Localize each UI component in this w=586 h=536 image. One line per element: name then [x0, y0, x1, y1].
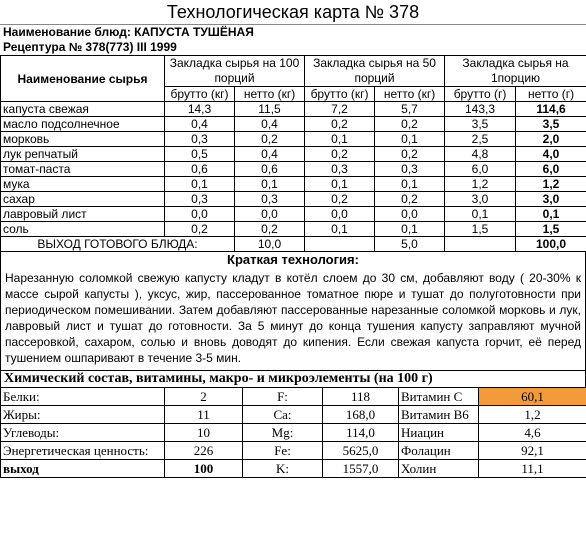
ingredient-value: 0,4 — [165, 117, 235, 132]
ingredient-value: 0,4 — [235, 147, 305, 162]
header-netto-100: нетто (кг) — [235, 87, 305, 102]
ingredient-value: 0,3 — [375, 162, 445, 177]
ingredient-name: масло подсолнечное — [1, 117, 165, 132]
ingredient-value: 6,0 — [516, 162, 586, 177]
table-row — [1, 192, 586, 207]
ingredient-value: 2,0 — [516, 132, 586, 147]
tech-title: Краткая технология: — [0, 252, 586, 268]
element-label: Mg: — [243, 424, 323, 442]
tech-text: Нарезанную соломкой свежую капусту кладут в котёл слоем до 30 см, добавляют воду ( 20-30% к массе сырой капусты ), уксус, жир, пассерованное томатное пюре и тушат до полуготовности при периодическом помешивании. Затем добавляют пассерованные нарезанные соломкой морковь и лук, лавровый лист и тушат до готовности. За 5 минут до конца тушения капусту заправляют мучной пассеровкой, сахаром, солью и вновь доводят до кипения. Если свежая капуста горчит, её перед тушением ошпаривают в течение 3-5 мин. — [0, 268, 586, 371]
ingredient-value: 3,5 — [445, 117, 516, 132]
header-name: Наименование сырья — [1, 56, 165, 102]
ingredient-name: соль — [1, 222, 165, 237]
ingredient-value: 0,2 — [305, 147, 375, 162]
nutrient-value: 10 — [165, 424, 243, 442]
vitamin-value: 11,1 — [479, 460, 586, 478]
nutrient-label: Жиры: — [1, 406, 165, 424]
chem-row — [1, 406, 586, 424]
ingredient-value: 0,6 — [165, 162, 235, 177]
ingredient-value: 0,2 — [305, 192, 375, 207]
header-brutto-50: брутто (кг) — [305, 87, 375, 102]
chem-row — [1, 388, 586, 406]
table-row — [1, 162, 586, 177]
chem-row — [1, 460, 586, 478]
ingredient-value: 0,0 — [165, 207, 235, 222]
ingredient-value: 0,2 — [235, 132, 305, 147]
element-label: K: — [243, 460, 323, 478]
recipe-number-line: Рецептура № 378(773) III 1999 — [3, 40, 177, 54]
chem-row — [1, 442, 586, 460]
element-value: 5625,0 — [323, 442, 399, 460]
table-row — [1, 177, 586, 192]
yield-50: 5,0 — [375, 237, 445, 252]
ingredient-value: 0,3 — [305, 162, 375, 177]
ingredient-value: 1,2 — [445, 177, 516, 192]
vitamin-value: 1,2 — [479, 406, 586, 424]
nutrient-value: 100 — [165, 460, 243, 478]
ingredient-value: 11,5 — [235, 102, 305, 117]
ingredient-value: 3,0 — [445, 192, 516, 207]
header-netto-50: нетто (кг) — [375, 87, 445, 102]
ingredient-value: 0,1 — [516, 207, 586, 222]
ingredient-value: 4,0 — [516, 147, 586, 162]
vitamin-value: 4,6 — [479, 424, 586, 442]
nutrient-label: Белки: — [1, 388, 165, 406]
table-row — [1, 147, 586, 162]
yield-empty-a — [305, 237, 375, 252]
ingredient-value: 0,3 — [165, 132, 235, 147]
element-label: Ca: — [243, 406, 323, 424]
yield-label: ВЫХОД ГОТОВОГО БЛЮДА: — [1, 237, 235, 252]
ingredients-table — [0, 55, 586, 252]
chem-table — [0, 387, 586, 478]
ingredient-value: 1,2 — [516, 177, 586, 192]
element-value: 168,0 — [323, 406, 399, 424]
table-row — [1, 132, 586, 147]
ingredient-value: 0,1 — [445, 207, 516, 222]
element-value: 118 — [323, 388, 399, 406]
yield-empty-b — [445, 237, 516, 252]
ingredient-value: 14,3 — [165, 102, 235, 117]
ingredient-value: 0,0 — [305, 207, 375, 222]
ingredient-value: 0,4 — [235, 117, 305, 132]
vitamin-value: 60,1 — [479, 388, 586, 406]
ingredient-value: 5,7 — [375, 102, 445, 117]
vitamin-label: Ниацин — [399, 424, 479, 442]
nutrient-value: 11 — [165, 406, 243, 424]
chem-title: Химический состав, витамины, макро- и микроэлементы (на 100 г) — [0, 371, 586, 387]
ingredient-name: лук репчатый — [1, 147, 165, 162]
ingredient-value: 0,1 — [375, 222, 445, 237]
ingredient-value: 2,5 — [445, 132, 516, 147]
chem-row — [1, 424, 586, 442]
ingredient-value: 0,2 — [375, 192, 445, 207]
ingredient-value: 0,3 — [235, 192, 305, 207]
ingredient-value: 0,5 — [165, 147, 235, 162]
ingredient-value: 0,1 — [165, 177, 235, 192]
ingredient-value: 7,2 — [305, 102, 375, 117]
vitamin-label: Витамин В6 — [399, 406, 479, 424]
nutrient-value: 2 — [165, 388, 243, 406]
yield-1: 100,0 — [516, 237, 586, 252]
ingredient-value: 6,0 — [445, 162, 516, 177]
ingredient-value: 0,1 — [235, 177, 305, 192]
yield-100: 10,0 — [235, 237, 305, 252]
table-row — [1, 102, 586, 117]
ingredient-value: 0,0 — [235, 207, 305, 222]
vitamin-label: Холин — [399, 460, 479, 478]
nutrient-label: Углеводы: — [1, 424, 165, 442]
element-label: F: — [243, 388, 323, 406]
ingredient-value: 0,1 — [375, 177, 445, 192]
page-title: Технологическая карта № 378 — [0, 0, 586, 25]
ingredient-name: лавровый лист — [1, 207, 165, 222]
ingredient-value: 143,3 — [445, 102, 516, 117]
table-row — [1, 222, 586, 237]
ingredient-name: мука — [1, 177, 165, 192]
ingredient-value: 0,1 — [305, 222, 375, 237]
header-netto-1: нетто (г) — [516, 87, 586, 102]
nutrient-label: выход — [1, 460, 165, 478]
table-row — [1, 117, 586, 132]
ingredient-name: капуста свежая — [1, 102, 165, 117]
ingredient-value: 0,2 — [375, 117, 445, 132]
ingredient-value: 0,1 — [305, 132, 375, 147]
ingredient-value: 0,0 — [375, 207, 445, 222]
dish-name-line: Наименование блюд: КАПУСТА ТУШЁНАЯ — [3, 25, 254, 39]
nutrient-value: 226 — [165, 442, 243, 460]
ingredient-value: 3,0 — [516, 192, 586, 207]
vitamin-value: 92,1 — [479, 442, 586, 460]
ingredient-value: 0,1 — [305, 177, 375, 192]
element-value: 1557,0 — [323, 460, 399, 478]
vitamin-label: Витамин С — [399, 388, 479, 406]
ingredient-name: сахар — [1, 192, 165, 207]
ingredient-value: 0,2 — [305, 117, 375, 132]
element-value: 114,0 — [323, 424, 399, 442]
ingredient-value: 0,2 — [375, 147, 445, 162]
ingredient-value: 0,1 — [375, 132, 445, 147]
element-label: Fe: — [243, 442, 323, 460]
ingredient-value: 1,5 — [445, 222, 516, 237]
ingredient-value: 0,6 — [235, 162, 305, 177]
header-1: Закладка сырья на 1порцию — [445, 56, 586, 87]
ingredient-value: 1,5 — [516, 222, 586, 237]
yield-row — [1, 237, 586, 252]
ingredient-name: морковь — [1, 132, 165, 147]
ingredient-value: 114,6 — [516, 102, 586, 117]
nutrient-label: Энергетическая ценность: — [1, 442, 165, 460]
header-brutto-100: брутто (кг) — [165, 87, 235, 102]
ingredient-name: томат-паста — [1, 162, 165, 177]
header-brutto-1: брутто (г) — [445, 87, 516, 102]
ingredient-value: 0,2 — [235, 222, 305, 237]
ingredient-value: 0,3 — [165, 192, 235, 207]
header-100: Закладка сырья на 100 порций — [165, 56, 305, 87]
header-50: Закладка сырья на 50 порций — [305, 56, 445, 87]
ingredient-value: 0,2 — [165, 222, 235, 237]
ingredient-value: 3,5 — [516, 117, 586, 132]
table-row — [1, 207, 586, 222]
vitamin-label: Фолацин — [399, 442, 479, 460]
ingredient-value: 4,8 — [445, 147, 516, 162]
